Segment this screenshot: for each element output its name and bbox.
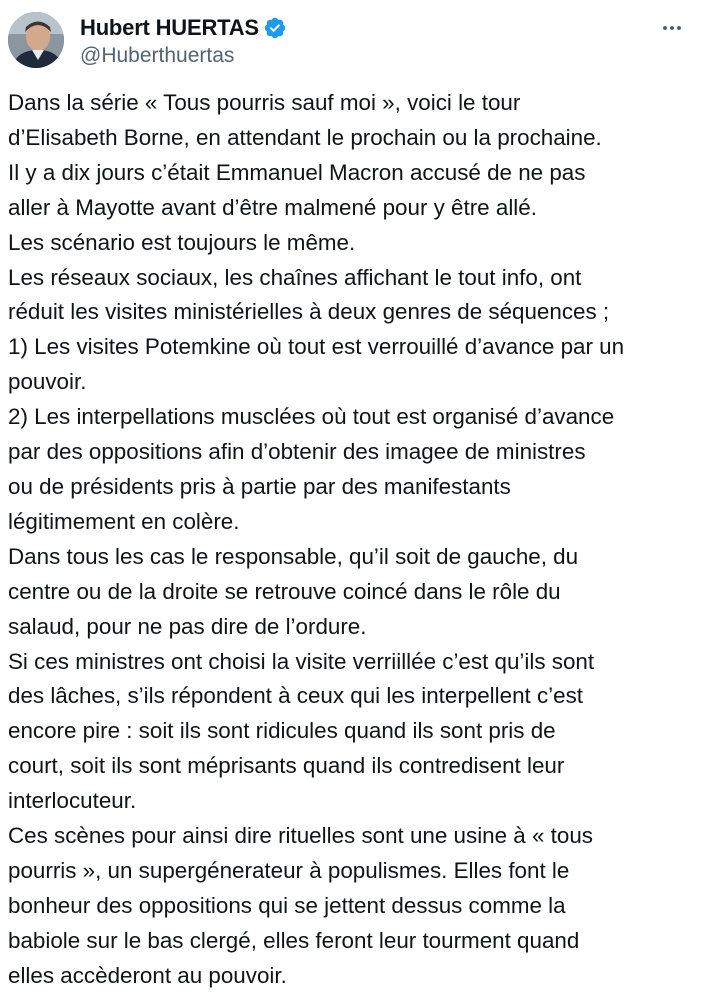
tweet-text-line: Dans tous les cas le responsable, qu’il soit de gauche, du	[8, 543, 579, 569]
tweet-text-line: Ces scènes pour ainsi dire rituelles sont une usine à « tous	[8, 823, 593, 849]
tweet-text-line: encore pire : soit ils sont ridicules quand ils sont pris de	[8, 718, 556, 744]
tweet-text-line: aller à Mayotte avant d’être malmené pour y être allé.	[8, 194, 537, 220]
tweet-text-line: centre ou de la droite se retrouve coincé dans le rôle du	[8, 578, 561, 604]
verified-badge-icon[interactable]	[263, 16, 287, 40]
more-options-button[interactable]	[652, 10, 692, 46]
tweet-text-line: pourris », un supergénerateur à populismes. Elles font le	[8, 857, 570, 883]
tweet-text	[8, 86, 704, 994]
display-name[interactable]: Hubert HUERTAS	[80, 15, 259, 40]
tweet-text-line: elles accèderont au pouvoir.	[8, 962, 287, 988]
tweet-text-line: réduit les visites ministérielles à deux genres de séquences ;	[8, 299, 610, 325]
tweet-text-line: des lâches, s’ils répondent à ceux qui les interpellent c’est	[8, 683, 584, 709]
tweet-text-line: Il y a dix jours c’était Emmanuel Macron accusé de ne pas	[8, 159, 586, 185]
tweet-text-line: bonheur des oppositions qui se jettent dessus comme la	[8, 892, 566, 918]
avatar[interactable]	[8, 12, 64, 68]
tweet-text-line: d’Elisabeth Borne, en attendant le prochain ou la prochaine.	[8, 124, 602, 150]
avatar-photo	[8, 12, 64, 68]
tweet-text-line: légitimement en colère.	[8, 508, 240, 534]
tweet-text-line: interlocuteur.	[8, 788, 137, 814]
tweet-text-line: ou de présidents pris à partie par des manifestants	[8, 473, 511, 499]
tweet-text-line: Dans la série « Tous pourris sauf moi », voici le tour	[8, 90, 521, 115]
tweet-text-line: babiole sur le bas clergé, elles feront leur tourment quand	[8, 927, 580, 953]
tweet-text-line: par des oppositions afin d’obtenir des imagee de ministres	[8, 439, 586, 465]
more-horizontal-icon	[663, 26, 681, 30]
tweet-text-line: court, soit ils sont méprisants quand ils contredisent leur	[8, 753, 565, 779]
tweet-header	[8, 8, 692, 68]
tweet-text-line: Les scénario est toujours le même.	[8, 229, 356, 255]
tweet-text-line: pouvoir.	[8, 369, 87, 395]
tweet-text-line: Si ces ministres ont choisi la visite verriillée c’est qu’ils sont	[8, 648, 595, 674]
tweet-text-line: 1) Les visites Potemkine où tout est verrouillé d’avance par un	[8, 334, 625, 360]
author-names	[80, 14, 287, 68]
author-handle[interactable]: @Huberthuertas	[80, 44, 235, 67]
tweet-text-line: 2) Les interpellations musclées où tout est organisé d’avance	[8, 404, 615, 430]
display-name-row	[80, 14, 287, 42]
tweet-text-line: salaud, pour ne pas dire de l’ordure.	[8, 613, 367, 639]
tweet-text-line: Les réseaux sociaux, les chaînes affichant le tout info, ont	[8, 264, 582, 290]
